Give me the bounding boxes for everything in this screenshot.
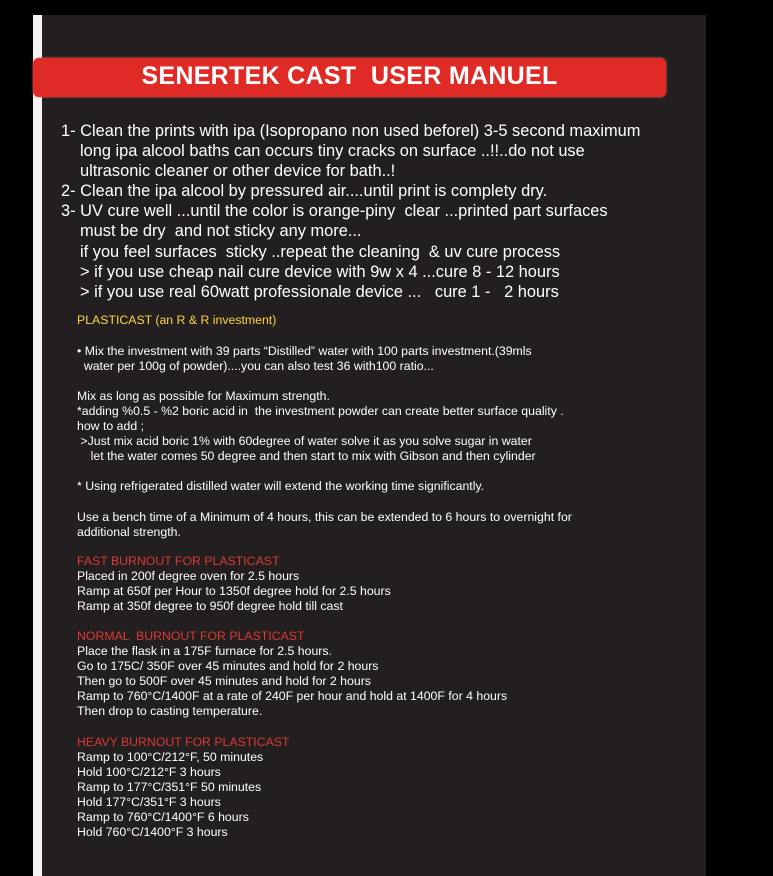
text-line: Ramp to 177°C/351°F 50 minutes bbox=[77, 780, 262, 794]
text-line: Place the flask in a 175F furnace for 2.5 hours. bbox=[77, 644, 332, 658]
step-line: 3- UV cure well ...until the color is orange-piny clear ...printed part surfaces bbox=[61, 202, 608, 221]
section-heading: NORMAL BURNOUT FOR PLASTICAST bbox=[77, 629, 305, 643]
step-line: 1- Clean the prints with ipa (Isopropano non used beforel) 3-5 second maximum bbox=[61, 122, 641, 140]
heavy-burnout-section bbox=[77, 735, 290, 840]
cleaning-steps bbox=[61, 121, 640, 302]
text-line: Then go to 500F over 45 minutes and hold for 2 hours bbox=[77, 674, 371, 688]
text-line: Ramp to 760°C/1400F at a rate of 240F per hour and hold at 1400F for 4 hours bbox=[77, 689, 508, 703]
step-line: ultrasonic cleaner or other device for bath..! bbox=[80, 162, 396, 181]
refrigerated-note: * Using refrigerated distilled water will extend the working time significantly. bbox=[77, 479, 485, 493]
text-line: Go to 175C/ 350F over 45 minutes and hold for 2 hours bbox=[77, 659, 379, 673]
text-line: *adding %0.5 - %2 boric acid in the investment powder can create better surface quality . bbox=[77, 404, 564, 418]
page-title: SENERTEK CAST USER MANUEL bbox=[141, 62, 558, 90]
text-line: Use a bench time of a Minimum of 4 hours, this can be extended to 6 hours to overnight for bbox=[77, 510, 572, 524]
text-line: Ramp to 100°C/212°F, 50 minutes bbox=[77, 750, 264, 764]
step-line: > if you use real 60watt professionale device ... cure 1 - 2 hours bbox=[80, 282, 559, 301]
plasticast-heading: PLASTICAST (an R & R investment) bbox=[77, 313, 277, 327]
step-line: long ipa alcool baths can occurs tiny cracks on surface ..!!..do not use bbox=[80, 142, 585, 161]
step-line: must be dry and not sticky any more... bbox=[80, 222, 362, 241]
text-line: • Mix the investment with 39 parts “Distilled” water with 100 parts investment.(39mls bbox=[77, 344, 532, 358]
text-line: Hold 100°C/212°F 3 hours bbox=[77, 765, 221, 779]
fast-burnout-section bbox=[77, 554, 391, 614]
normal-burnout-section bbox=[77, 629, 507, 719]
text-line: Hold 760°C/1400°F 3 hours bbox=[77, 825, 228, 839]
section-heading: HEAVY BURNOUT FOR PLASTICAST bbox=[77, 735, 290, 749]
text-line: water per 100g of powder)....you can also test 36 with100 ratio... bbox=[77, 359, 434, 373]
step-line: 2- Clean the ipa alcool by pressured air....until print is complety dry. bbox=[61, 182, 548, 201]
text-line: Ramp at 650f per Hour to 1350f degree hold for 2.5 hours bbox=[77, 584, 391, 598]
title-banner bbox=[33, 58, 666, 97]
left-margin-stripe bbox=[33, 15, 42, 876]
text-line: how to add ; bbox=[77, 419, 144, 433]
text-line: Hold 177°C/351°F 3 hours bbox=[77, 795, 221, 809]
text-line: >Just mix acid boric 1% with 60degree of water solve it as you solve sugar in water bbox=[77, 434, 532, 448]
text-line: additional strength. bbox=[77, 525, 181, 539]
text-line: Mix as long as possible for Maximum strength. bbox=[77, 389, 330, 403]
strength-notes bbox=[77, 389, 564, 464]
step-line: if you feel surfaces sticky ..repeat the cleaning & uv cure process bbox=[80, 242, 561, 261]
text-line: Then drop to casting temperature. bbox=[77, 704, 263, 718]
text-line: let the water comes 50 degree and then start to mix with Gibson and then cylinder bbox=[77, 449, 536, 463]
text-line: Ramp at 350f degree to 950f degree hold till cast bbox=[77, 599, 343, 613]
mix-instructions bbox=[77, 344, 532, 374]
step-line: > if you use cheap nail cure device with 9w x 4 ...cure 8 - 12 hours bbox=[80, 262, 560, 281]
bench-time-notes bbox=[77, 510, 572, 540]
text-line: Placed in 200f degree oven for 2.5 hours bbox=[77, 569, 300, 583]
section-heading: FAST BURNOUT FOR PLASTICAST bbox=[77, 554, 280, 568]
text-line: Ramp to 760°C/1400°F 6 hours bbox=[77, 810, 249, 824]
